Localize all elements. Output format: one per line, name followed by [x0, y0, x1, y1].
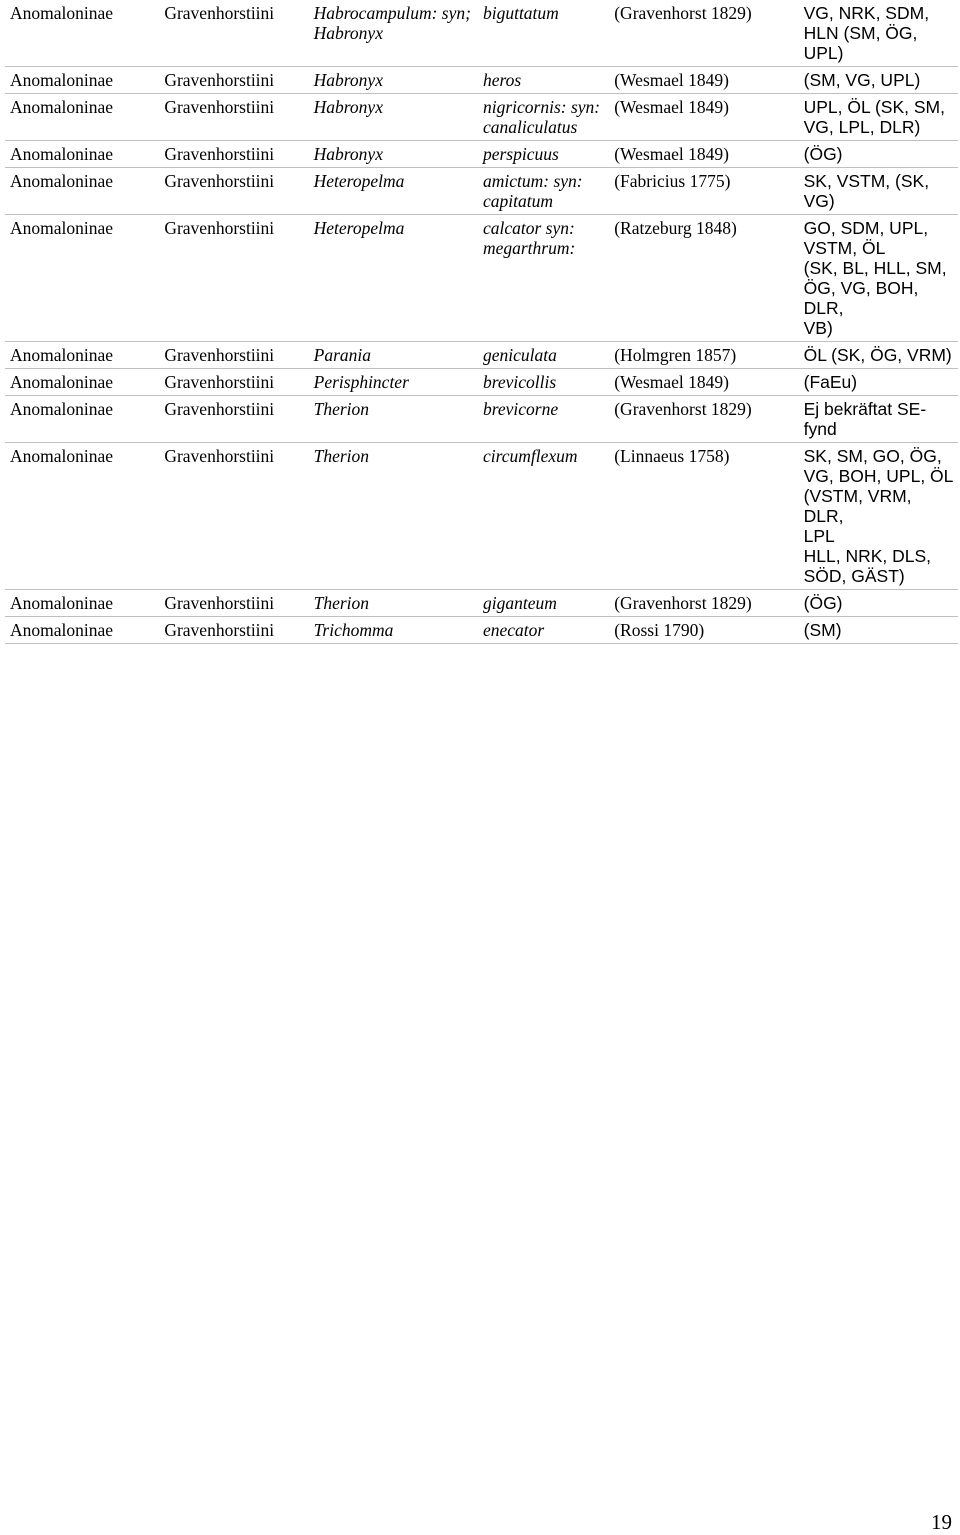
species-table [5, 0, 958, 644]
genus-cell-line: Heteropelma [313, 171, 405, 191]
genus-cell [309, 369, 478, 396]
genus-cell-line: Heteropelma [313, 218, 405, 238]
tribe-cell: Gravenhorstiini [164, 218, 275, 238]
species-cell [478, 94, 609, 141]
distribution-cell-line: (SM) [803, 620, 842, 640]
distribution-cell [799, 0, 958, 67]
genus-cell-line: Trichomma [313, 620, 394, 640]
tribe-cell: Gravenhorstiini [164, 97, 275, 117]
table-row [5, 369, 958, 396]
subfamily-cell: Anomaloninae [10, 144, 114, 164]
tribe-cell: Gravenhorstiini [164, 144, 275, 164]
subfamily-cell: Anomaloninae [10, 372, 114, 392]
table-row [5, 94, 958, 141]
tribe-cell: Gravenhorstiini [164, 70, 275, 90]
author-cell: (Wesmael 1849) [614, 372, 729, 392]
distribution-cell [799, 396, 958, 443]
species-cell-line: amictum: syn: [482, 171, 583, 191]
distribution-cell-line: ÖL (SK, ÖG, VRM) [803, 345, 952, 365]
species-cell-line: giganteum [482, 593, 557, 613]
genus-cell-line: Parania [313, 345, 371, 365]
distribution-cell-line: (FaEu) [803, 372, 858, 392]
author-cell: (Gravenhorst 1829) [614, 593, 752, 613]
genus-cell-line: Perisphincter [313, 372, 409, 392]
distribution-cell-line: SK, VSTM, (SK, VG) [803, 171, 930, 211]
author-cell: (Holmgren 1857) [614, 345, 737, 365]
tribe-cell: Gravenhorstiini [164, 3, 275, 23]
distribution-cell-line: (SM, VG, UPL) [803, 70, 921, 90]
table-row [5, 141, 958, 168]
tribe-cell: Gravenhorstiini [164, 593, 275, 613]
tribe-cell: Gravenhorstiini [164, 399, 275, 419]
subfamily-cell: Anomaloninae [10, 593, 114, 613]
distribution-cell-line: (ÖG) [803, 593, 843, 613]
distribution-cell-line: VSTM, ÖL [803, 238, 886, 258]
distribution-cell [799, 369, 958, 396]
species-cell-line: geniculata [482, 345, 557, 365]
genus-cell-line: Habronyx [313, 97, 383, 117]
distribution-cell [799, 443, 958, 590]
distribution-cell [799, 168, 958, 215]
tribe-cell: Gravenhorstiini [164, 345, 275, 365]
species-cell-line: megarthrum: [482, 238, 576, 258]
author-cell: (Fabricius 1775) [614, 171, 731, 191]
genus-cell [309, 67, 478, 94]
distribution-cell-line: UPL, ÖL (SK, SM, [803, 97, 945, 117]
author-cell: (Wesmael 1849) [614, 144, 729, 164]
table-row [5, 215, 958, 342]
species-cell [478, 168, 609, 215]
table-row [5, 396, 958, 443]
species-cell [478, 443, 609, 590]
genus-cell [309, 443, 478, 590]
table-row [5, 617, 958, 644]
species-cell-line: biguttatum [482, 3, 559, 23]
species-cell-line: calcator syn: [482, 218, 575, 238]
author-cell: (Wesmael 1849) [614, 70, 729, 90]
distribution-cell-line: VG, LPL, DLR) [803, 117, 921, 137]
species-cell-line: capitatum [482, 191, 553, 211]
distribution-cell-line: VG, NRK, SDM, [803, 3, 930, 23]
subfamily-cell: Anomaloninae [10, 620, 114, 640]
table-row [5, 168, 958, 215]
subfamily-cell: Anomaloninae [10, 345, 114, 365]
genus-cell [309, 396, 478, 443]
genus-cell [309, 168, 478, 215]
species-cell [478, 396, 609, 443]
genus-cell-line: Therion [313, 399, 370, 419]
genus-cell [309, 215, 478, 342]
page-number: 19 [931, 1510, 952, 1534]
species-cell [478, 369, 609, 396]
species-cell-line: circumflexum [482, 446, 578, 466]
genus-cell [309, 141, 478, 168]
tribe-cell: Gravenhorstiini [164, 620, 275, 640]
species-cell [478, 141, 609, 168]
distribution-cell-line: (SK, BL, HLL, SM, [803, 258, 947, 278]
genus-cell-line: Habronyx [313, 144, 383, 164]
species-cell [478, 590, 609, 617]
distribution-cell-line: GO, SDM, UPL, [803, 218, 929, 238]
distribution-cell [799, 215, 958, 342]
species-cell-line: canaliculatus [482, 117, 578, 137]
subfamily-cell: Anomaloninae [10, 70, 114, 90]
distribution-cell-line: VG, BOH, UPL, ÖL [803, 466, 954, 486]
species-cell [478, 67, 609, 94]
table-row [5, 443, 958, 590]
distribution-cell [799, 342, 958, 369]
distribution-cell-line: (VSTM, VRM, DLR, [803, 486, 912, 526]
tribe-cell: Gravenhorstiini [164, 446, 275, 466]
subfamily-cell: Anomaloninae [10, 171, 114, 191]
species-table-body [5, 0, 958, 644]
tribe-cell: Gravenhorstiini [164, 372, 275, 392]
distribution-cell-line: LPL [803, 526, 835, 546]
author-cell: (Ratzeburg 1848) [614, 218, 737, 238]
subfamily-cell: Anomaloninae [10, 446, 114, 466]
species-cell-line: brevicorne [482, 399, 559, 419]
species-cell [478, 215, 609, 342]
table-row [5, 590, 958, 617]
genus-cell [309, 590, 478, 617]
table-row [5, 0, 958, 67]
distribution-cell-line: VB) [803, 318, 833, 338]
subfamily-cell: Anomaloninae [10, 3, 114, 23]
distribution-cell-line: HLL, NRK, DLS, [803, 546, 932, 566]
genus-cell-line: Habrocampulum: syn; [313, 3, 471, 23]
tribe-cell: Gravenhorstiini [164, 171, 275, 191]
author-cell: (Gravenhorst 1829) [614, 399, 752, 419]
species-cell-line: enecator [482, 620, 545, 640]
distribution-cell-line: (ÖG) [803, 144, 843, 164]
author-cell: (Wesmael 1849) [614, 97, 729, 117]
author-cell: (Gravenhorst 1829) [614, 3, 752, 23]
genus-cell [309, 617, 478, 644]
subfamily-cell: Anomaloninae [10, 97, 114, 117]
genus-cell [309, 342, 478, 369]
distribution-cell-line: SÖD, GÄST) [803, 566, 905, 586]
subfamily-cell: Anomaloninae [10, 399, 114, 419]
species-cell [478, 342, 609, 369]
distribution-cell [799, 141, 958, 168]
genus-cell-line: Therion [313, 446, 370, 466]
genus-cell-line: Therion [313, 593, 370, 613]
distribution-cell [799, 67, 958, 94]
genus-cell [309, 0, 478, 67]
author-cell: (Rossi 1790) [614, 620, 705, 640]
distribution-cell [799, 590, 958, 617]
table-row [5, 67, 958, 94]
distribution-cell-line: SK, SM, GO, ÖG, [803, 446, 942, 466]
distribution-cell-line: ÖG, VG, BOH, DLR, [803, 278, 919, 318]
distribution-cell [799, 617, 958, 644]
table-row [5, 342, 958, 369]
distribution-cell-line: HLN (SM, ÖG, UPL) [803, 23, 918, 63]
species-cell-line: perspicuus [482, 144, 559, 164]
genus-cell [309, 94, 478, 141]
species-cell-line: brevicollis [482, 372, 557, 392]
species-cell-line: nigricornis: syn: [482, 97, 601, 117]
species-cell [478, 617, 609, 644]
genus-cell-line: Habronyx [313, 23, 383, 43]
distribution-cell-line: Ej bekräftat SE-fynd [803, 399, 927, 439]
genus-cell-line: Habronyx [313, 70, 383, 90]
author-cell: (Linnaeus 1758) [614, 446, 730, 466]
subfamily-cell: Anomaloninae [10, 218, 114, 238]
species-cell [478, 0, 609, 67]
species-cell-line: heros [482, 70, 522, 90]
distribution-cell [799, 94, 958, 141]
